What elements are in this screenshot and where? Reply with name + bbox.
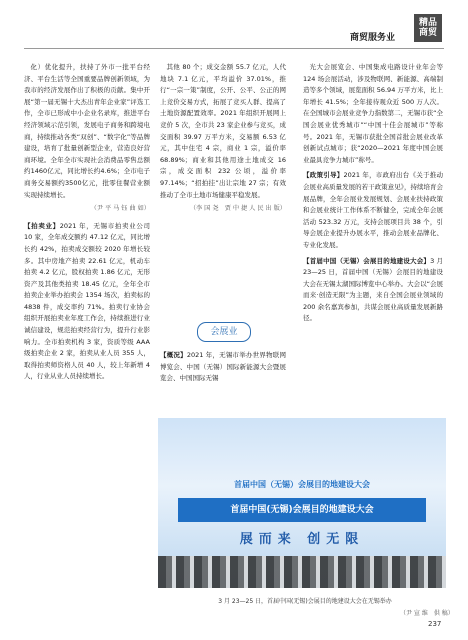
photo-slogan: 展而来 创无限 [239,532,365,547]
photo-crowd [158,556,446,588]
photo-caption: 3 月 23—25 日，首届中国(无锡)会展目的地建设大会在无锡举办 [218,598,392,605]
photo-banner-top: 首届中国（无锡）会展目的地建设大会 [234,480,370,489]
col3-section-heading-2: 【首届中国（无锡）会展目的地建设大会】 [303,256,431,265]
col1-section-heading: 【拍卖业】 [24,221,60,230]
col1-paragraph-1: 化）优化提升，扶持了外市一批平台经济、平台生活等全国重要品牌创新领域，为我市的经济发展作出了积极的贡献。集中开展“第一届无锡十大杰出青年企业家”评选工作，全市已形成中小企业名录库，推进平台经济领域示范引领，发展电子商务和跨境电商，持续推动各类“双创”、“数字化”等品牌建设，培育了批量创新型企业，营造良好营商环境。全年全市实现社会消费品零售总额约1460亿元，同比增长约4.6%；全市电子商务交易额约3500亿元，批零住餐营业额实现持续增长。 [24,63,150,199]
exhibition-badge: 会展业 [197,322,251,342]
header-rule [24,48,444,49]
conference-photo [158,418,446,588]
photo-banner-main: 首届中国(无锡)会展目的地建设大会 [178,498,426,522]
column-1 [24,62,150,383]
col1-signature: （尹 平 马 钰 曲 如） [90,205,150,213]
col2-paragraph-1: 其他 80 个；成交金额 55.7 亿元，人代地块 7.1 亿元，平均溢价 37.01%，推行“一宗一策”制度，公开、公平、公正的网上竞价交易方式，拓展了竞买人群、提高了土地资源配置效率。2021 年组织开展网上竞价 5 次，全市共 23 家企业参与竞买，成交面积 39.97 万平方米，交易额 6.53 亿元，其中住宅 4 宗，商业 1 宗，溢价率 68.89%；商业和其他用途土地成交 16 宗，成交面积 232 公顷，溢价率 97.14%；“招拍挂”出让宗地 27 宗；有效推动了全市土地市场健康平稳发展。 [160,63,286,199]
col1-paragraph-2: 2021 年，无锡市拍卖业公司 10 家，全年成交额约 47.12 亿元，同比增长约 42%，拍卖成交额较 2020 年增长较多。其中房地产拍卖 22.61 亿元，机动车拍卖 4.2 亿元，股权拍卖 1.86 亿元，无形资产及其他类拍卖 18.45 亿元，全年全市拍卖企业举办拍卖会 1354 场次，拍卖标的 4838 件，成交率约 71%。拍卖行业协会组织开展拍卖业年度工作会，持续推进行业诚信建设，规范拍卖经营行为，提升行业影响力。全市拍卖机构 3 家，资质等级 AAA 级拍卖企业 2 家，拍卖从业人员 355 人，取得拍卖师资格人员 40 人，较上年新增 4 人，行业从业人员持续增长。 [24,221,150,381]
photo-credit: （尹 宣 维 供 稿） [400,610,454,617]
col3-section-conference [303,256,443,326]
section-logo [414,14,442,42]
col2-signature: （李 国 尧 贾 中 捷 人 民 出 版） [189,205,286,213]
column-2-lower [160,350,286,385]
column-3 [303,62,443,325]
section-title: 商贸服务业 [350,33,396,43]
col3-paragraph-2: 2021 年，市政府出台《关于推动会展业高质量发展的若干政策意见》，持续培育会展品牌，全年会展业发展规划、会展业扶持政策和会展业统计工作体系不断健全，完成全年会展活动 523.32 万元，支持会展项目共 38 个，引导会展企业提升办展水平，推动会展业品牌化、专业化发展。 [303,171,444,249]
col3-section-heading-1: 【政策引导】 [303,171,344,180]
col3-section-policy [303,170,443,251]
col2-paragraph-2: 2021 年，无锡市举办世界物联网博览会、中国（无锡）国际新能源大会暨展览会、中国国际无锡 [160,351,287,383]
logo-line-1: 精品 [418,18,437,28]
page-number: 237 [428,620,442,628]
col3-paragraph-3: 3 月 23—25 日，首届中国（无锡）会展目的地建设大会在无锡太湖国际博览中心举办。大会以“会展而来·创造无限”为主题，来自全国会展业领域的 200 余名嘉宾参加，共谋会展业高质量发展新路径。 [303,256,444,323]
col2-section-heading: 【概况】 [160,351,187,359]
col1-section-auction [24,221,150,383]
logo-line-2: 商贸 [418,28,437,38]
column-2 [160,62,286,221]
page-header [0,4,468,54]
col2-section-overview [160,350,286,385]
col3-paragraph-1: 光大会展览会、中国集成电路设计业年会等 124 场会展活动，涉及物联网、新能源、高端制造等多个领域，展览面积 56.94 万平方米，比上年增长 41.5%；全年接待观众近 500 万人次。在全国城市会展业竞争力指数第二，无锡市获“全国会展业优秀城市”“中国十佳会展城市”等称号。2021 年，无锡市获批全国首批会展业改革创新试点城市；获“2020—2021 年度中国会展业最具竞争力城市”称号。 [303,63,443,164]
